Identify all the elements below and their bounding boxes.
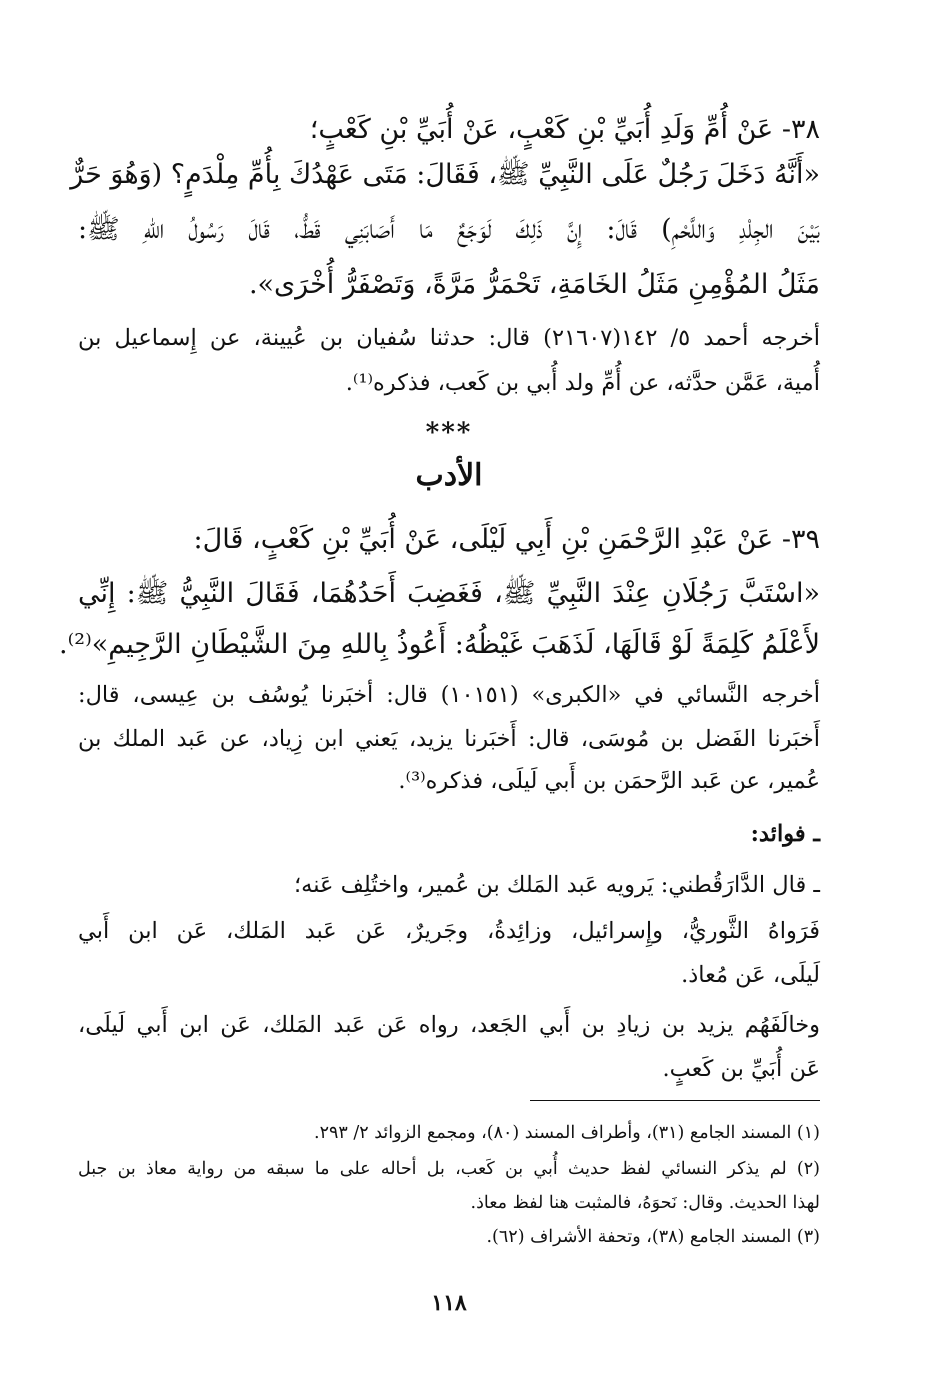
hadith-38-text-line: مَثَلُ المُؤْمِنِ مَثَلُ الخَامَةِ، تَحْمَرُّ مَرَّةً، وَتَصْفَرُّ أُخْرَى». bbox=[248, 269, 820, 300]
hadith-39-text-line: «اسْتَبَّ رَجُلَانِ عِنْدَ النَّبِيِّ ﷺ، فَغَضِبَ أَحَدُهُمَا، فَقَالَ النَّبِيُّ ﷺ: إِنِّي bbox=[78, 578, 820, 609]
hadith-38-takhrij-line: أخرجه أحمد ٥/ ١٤٢(٢١٦٠٧) قال: حدثنا سُفيان بن عُيينة، عن إِسماعيل بن bbox=[78, 325, 820, 351]
section-separator: *** bbox=[425, 418, 473, 448]
footnote-3: (٣) المسند الجامع (٣٨)، وتحفة الأشراف (٦٢). bbox=[486, 1227, 820, 1247]
page-number: ١١٨ bbox=[431, 1290, 467, 1316]
hadith-39-takhrij-line: أَخبَرنا الفَضل بن مُوسَى، قال: أَخبَرنا يزيد، يَعني ابن زِياد، عن عَبد الملك بن bbox=[78, 726, 820, 752]
hadith-38-text-line: «أَنَّهُ دَخَلَ رَجُلٌ عَلَى النَّبِيِّ ﷺ، فَقَالَ: مَتَى عَهْدُكَ بِأُمِّ مِلْدَمٍ؟ (وَهُوَ حَرٌّ bbox=[70, 159, 820, 190]
footnote-2-continued: لهذا الحديث. وقال: نَحوَهُ، فالمثبت هنا لفظ معاذ. bbox=[470, 1193, 820, 1213]
footnote-divider bbox=[530, 1100, 820, 1101]
footnote-2: (٢) لم يذكر النسائي لفظ حديث أُبي بن كَعب، بل أحاله على ما سبقه من رواية معاذ بن جبل bbox=[78, 1159, 820, 1179]
hadith-38-header: ٣٨- عَنْ أُمِّ وَلَدِ أُبَيِّ بْنِ كَعْبٍ، عَنْ أُبَيِّ بْنِ كَعْبٍ؛ bbox=[309, 114, 820, 145]
hadith-39-takhrij-line: أخرجه النَّسائي في «الكبرى» (١٠١٥١) قال: أخبَرنا يُوسُف بن عِيسى، قال: bbox=[78, 682, 820, 708]
fawaid-line: فَرَواهُ الثَّوريُّ، وإِسرائيل، وزائِدةُ، وجَريرٌ، عَن عَبد المَلك، عَن ابن أَبي bbox=[78, 918, 820, 944]
hadith-39-header: ٣٩- عَنْ عَبْدِ الرَّحْمَنِ بْنِ أَبِي لَيْلَى، عَنْ أُبَيِّ بْنِ كَعْبٍ، قَالَ: bbox=[193, 524, 820, 555]
hadith-38-text-line: بَيْنَ الجِلْدِ وَاللَّحْمِ) قَالَ: إِنَّ ذَلِكَ لَوَجَعٌ مَا أَصَابَنِي قَطُّ، قَالَ رَسُولُ اللهِ ﷺ: bbox=[78, 214, 820, 245]
fawaid-line: وخالَفَهُم يزيد بن زيادِ بن أَبي الجَعد، رواه عَن عَبد المَلك، عَن ابن أَبي لَيلَى، bbox=[78, 1012, 820, 1038]
hadith-38-takhrij-line: أُمية، عَمَّن حدَّثه، عن أُمِّ ولد أُبي بن كَعب، فذكره⁽¹⁾. bbox=[345, 370, 820, 396]
fawaid-line: عَن أُبَيِّ بن كَعبٍ. bbox=[662, 1056, 820, 1082]
footnote-1: (١) المسند الجامع (٣١)، وأطراف المسند (٨٠)، ومجمع الزوائد ٢/ ٢٩٣. bbox=[314, 1123, 820, 1143]
hadith-39-takhrij-line: عُمير، عن عَبد الرَّحمَن بن أَبي لَيلَى، فذكره⁽³⁾. bbox=[398, 768, 820, 794]
section-heading: الأدب bbox=[415, 458, 483, 493]
fawaid-line: ـ قال الدَّارَقُطني: يَرويه عَبد المَلك بن عُمير، واختُلِف عَنه؛ bbox=[294, 872, 820, 898]
hadith-39-text-line: لأَعْلَمُ كَلِمَةً لَوْ قَالَهَا، لَذَهَبَ غَيْظُهُ: أَعُوذُ بِاللهِ مِنَ الشَّيْطَانِ الرَّجِيمِ»⁽²⁾. bbox=[59, 629, 820, 660]
book-page bbox=[59, 0, 820, 1381]
fawaid-line: لَيلَى، عَن مُعاذ. bbox=[681, 962, 820, 988]
fawaid-title: ـ فوائد: bbox=[750, 821, 820, 847]
